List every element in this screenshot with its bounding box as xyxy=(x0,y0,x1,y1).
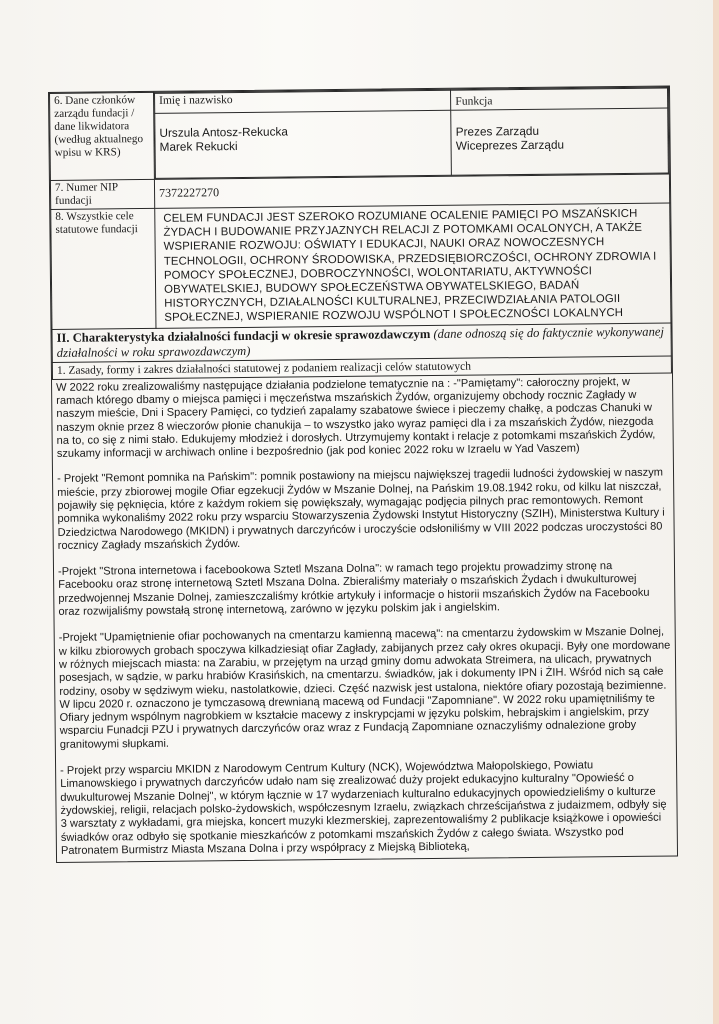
nip-value: 7372227270 xyxy=(154,174,669,208)
paragraph: - Projekt "Remont pomnika na Pańskim": pomnik postawiony na miejscu największej tragedii ludności żydowskiej w naszym mieście, przy zbiorowej mogile Ofiar egzekucji Żydów w Mszanie Dolnej, na Pańskim 19.08.1942 roku, od kilku lat niszczał, pojawiły się pęknięcia, które z każdym rokiem się powiększały, wymagając podjęcia pilnych prac remontowych. Remont pomnika wykonaliśmy 2022 roku przy wsparciu Stowarzyszenia Żydowski Instytut Historyczny (SZIH), Ministerstwa Kultury i Dziedzictwa Narodowego (MKIDN) i prywatnych darczyńców i uroczyście odsłoniliśmy w VIII 2022 podczas uroczystości 80 rocznicy Zagłady mszańskich Żydów. xyxy=(56,466,665,552)
section-ii-note: (dane odnoszą się do faktycznie wykonywanej działalności w roku sprawozdawczym) xyxy=(56,324,664,360)
activities-description xyxy=(52,372,677,862)
board-members-inner-table xyxy=(154,88,669,179)
nip-label: 7. Numer NIP fundacji xyxy=(50,179,154,209)
board-members-cell xyxy=(154,87,670,179)
member-name: Urszula Antosz-Rekucka xyxy=(159,124,289,140)
member-function: Prezes Zarządu xyxy=(455,123,540,139)
report-form xyxy=(48,85,678,863)
member-function: Wiceprezes Zarządu xyxy=(455,137,565,153)
member-name: Marek Rekucki xyxy=(159,139,238,154)
function-column-header: Funkcja xyxy=(451,88,668,110)
statutory-goals-value: CELEM FUNDACJI JEST SZEROKO ROZUMIANE OCALENIE PAMIĘCI PO MSZAŃSKICH ŻYDACH I BUDOWANIE PRZYJAZNYCH RELACJI Z POTOMKAMI OCALONYCH, A TAKŻE WSPIERANIE ROZWOJU: OŚWIATY I EDUKACJI, NAUKI ORAZ NOWOCZESNYCH TECHNOLOGII, OCHRONY ŚRODOWISKA, PRZEDSIĘBIORCZOŚCI, OCHRONY ZDROWIA I POMOCY SPOŁECZNEJ, DOBROCZYNNOŚCI, WOLONTARIATU, AKTYWNOŚCI OBYWATELSKIEJ, BUDOWY SPOŁECZEŃSTWA OBYWATELSKIEGO, BADAŃ HISTORYCZNYCH, DZIAŁALNOŚCI KULTURALNEJ, PRZECIWDZIAŁANIA PATOLOGII SPOŁECZNEJ, WSPIERANIE ROZWOJU WSPÓLNOT I SPOŁECZNOŚCI LOKALNYCH xyxy=(155,203,671,328)
paragraph: -Projekt "Strona internetowa i facebookowa Sztetl Mszana Dolna": w ramach tego projektu prowadzimy stronę na Facebooku oraz stronę internetową Sztetl Mszana Dolna. Zbieraliśmy materiały o mszańskich Żydach i dwukulturowej przedwojennej Mszanie Dolnej, zamieszczaliśmy krótkie artykuły i informacje o historii mszańskich Żydów na Facebooku oraz rozwijaliśmy powstałą stronę internetową, zarówno w języku polskim jak i angielskim. xyxy=(57,560,650,618)
section-ii-title: II. Charakterystyka działalności fundacji w okresie sprawozdawczym xyxy=(56,326,431,345)
name-column-header: Imię i nazwisko xyxy=(155,90,451,113)
subsection-1-heading: 1. Zasady, formy i zakres działalności statutowej z podaniem realizacji celów statutowych xyxy=(52,355,672,378)
statutory-goals-row xyxy=(51,203,671,329)
foundation-info-table xyxy=(49,86,671,329)
paragraph: W 2022 roku zrealizowaliśmy następujące działania podzielone tematycznie na : -"Pamiętamy": całoroczny projekt, w ramach którego dbamy o miejsca pamięci i męczeństwa mszańskich Żydów, organizujemy obchody rocznic Zagłady w naszym mieście, Dni i Spacery Pamięci, co tydzień zapalamy szabatowe świece i pieczemy chałkę, a podczas Chanuki w naszym oknie przez 8 wieczorów płonie chanukija – to wszystko jako wyraz pamięci dla i za mszańskich Żydów, niezgoda na to, co się z nimi stało. Edukujemy młodzież i dorosłych. Utrzymujemy kontakt i relacje z potomkami mszańskich Żydów, szukamy informacji w archiwach online i bezpośrednio (jak pod koniec 2022 roku w Izraelu w Yad Vaszem) xyxy=(56,375,656,461)
member-names-cell xyxy=(155,110,452,178)
board-members-label: 6. Dane członków zarządu fundacji / dane likwidatora (według aktualnego wpisu w KRS) xyxy=(50,92,155,180)
paragraph: -Projekt "Upamiętnienie ofiar pochowanych na cmentarzu kamienną macewą": na cmentarzu żydowskim w Mszanie Dolnej, w kilku zbiorowych grobach spoczywa kilkadziesiąt ofiar Zagłady, zabijanych przez cały okres okupacji. Były one mordowane w różnych miejscach miasta: na Zarabiu, w przejętym na urząd gminy domu adwokata Streimera, na ulicach, prywatnych posesjach, w sądzie, w parku hrabiów Krasińskich, na cmentarzu. świadków, jak i dokumenty IPN i ŻIH. Wśród nich są całe rodziny, osoby w sędziwym wieku, nastolatkowie, dzieci. Część nazwisk jest ustalona, niektóre ofiary pozostają bezimienne. W lipcu 2020 r. oznaczono je tymczasową drewnianą macewą od Fundacji "Zapomniane". W 2022 roku upamiętniliśmy te Ofiary jednym wspólnym nagrobkiem w kształcie macewy z inskrypcjami w języku polskim, hebrajskim i angielskim, przy wsparciu Funadcji PZU i prywatnych darczyńców oraz wraz z Fundacją Zapomniane oznaczyliśmy odnalezione groby granitowymi słupkami. xyxy=(58,625,671,751)
statutory-goals-label: 8. Wszystkie cele statutowe fundacji xyxy=(51,208,156,329)
member-functions-cell xyxy=(451,108,668,175)
paragraph: - Projekt przy wsparciu MKIDN z Narodowym Centrum Kultury (NCK), Województwa Małopolskiego, Powiatu Limanowskiego i prywatnych darczyńców udało nam się zrealizować duży projekt edukacyjno kulturalny "Opowieść o dwukulturowej Mszanie Dolnej", w którym łącznie w 17 wydarzeniach kulturalno edukacyjnych opowiedzieliśmy o kulturze żydowskiej, religii, relacjach polsko-żydowskich, współczesnym Izraelu, związkach chrześcijaństwa z judaizmem, odbyły się 3 warsztaty z wykładami, gra miejska, koncert muzyki klezmerskiej, zaprezentowaliśmy 2 publikacje książkowe i opowieści świadków oraz odbyło się spotkanie mieszkańców z potomkami mszańskich Żydów z całego świata. Wszystko pod Patronatem Burmistrz Miasta Mszana Dolna i przy współpracy z Miejską Biblioteką, xyxy=(60,759,667,857)
board-members-row xyxy=(50,87,670,180)
page-edge-mark xyxy=(713,0,719,1024)
